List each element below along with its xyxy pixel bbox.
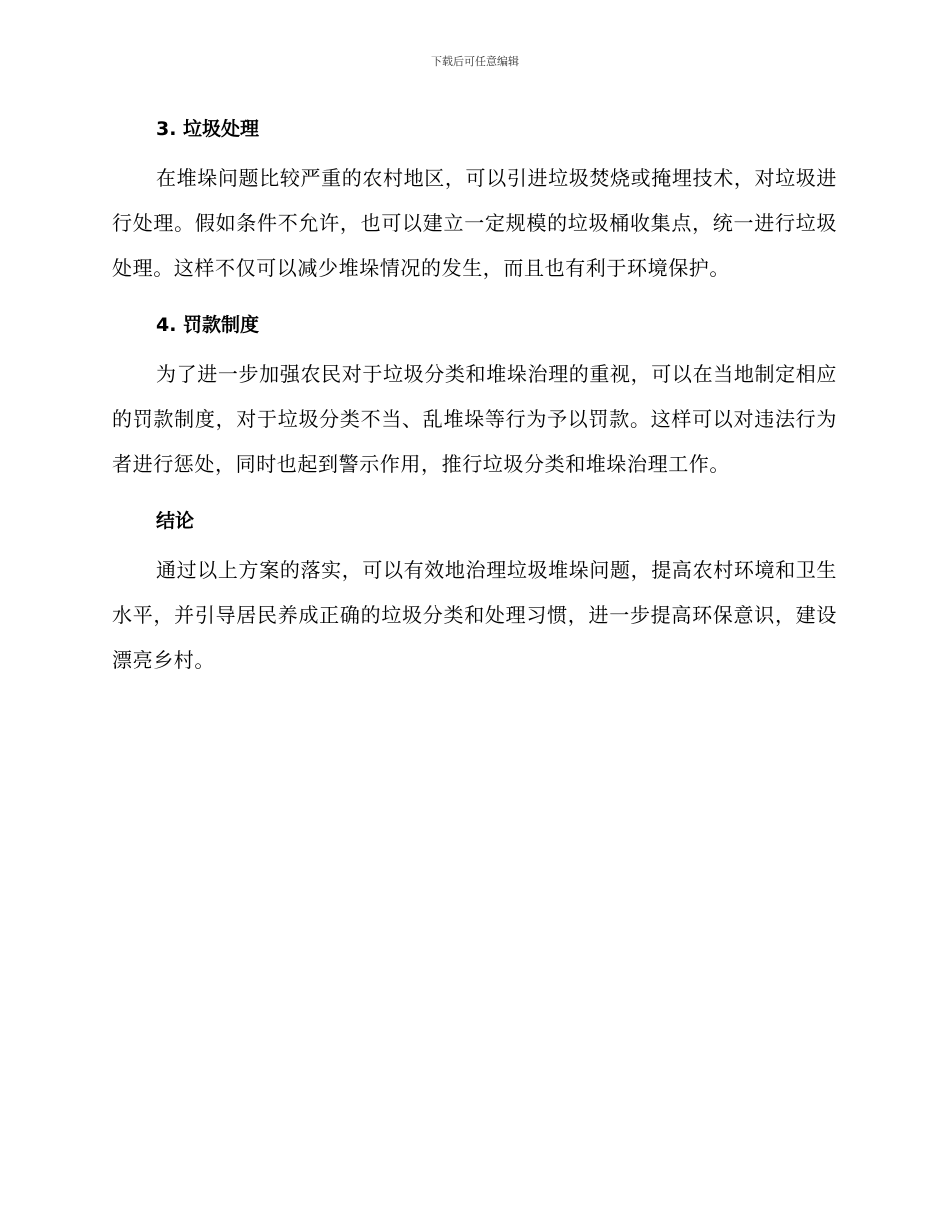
document-body xyxy=(112,112,837,683)
section-paragraph-fine-system: 为了进一步加强农民对于垃圾分类和堆垛治理的重视，可以在当地制定相应的罚款制度，对于垃圾分类不当、乱堆垛等行为予以罚款。这样可以对违法行为者进行惩处，同时也起到警示作用，推行垃圾分类和堆垛治理工作。 xyxy=(112,362,837,476)
section-paragraph-conclusion: 通过以上方案的落实，可以有效地治理垃圾堆垛问题，提高农村环境和卫生水平，并引导居民养成正确的垃圾分类和处理习惯，进一步提高环保意识，建设漂亮乡村。 xyxy=(112,558,837,672)
page-header: 下载后可任意编辑 xyxy=(431,55,519,68)
section-heading-fine-system: 4. 罚款制度 xyxy=(156,314,260,336)
section-heading-garbage-processing: 3. 垃圾处理 xyxy=(156,118,260,140)
section-heading-conclusion: 结论 xyxy=(156,510,195,532)
section-paragraph-garbage-processing: 在堆垛问题比较严重的农村地区，可以引进垃圾焚烧或掩埋技术，对垃圾进行处理。假如条件不允许，也可以建立一定规模的垃圾桶收集点，统一进行垃圾处理。这样不仅可以减少堆垛情况的发生，而且也有利于环境保护。 xyxy=(112,166,837,280)
